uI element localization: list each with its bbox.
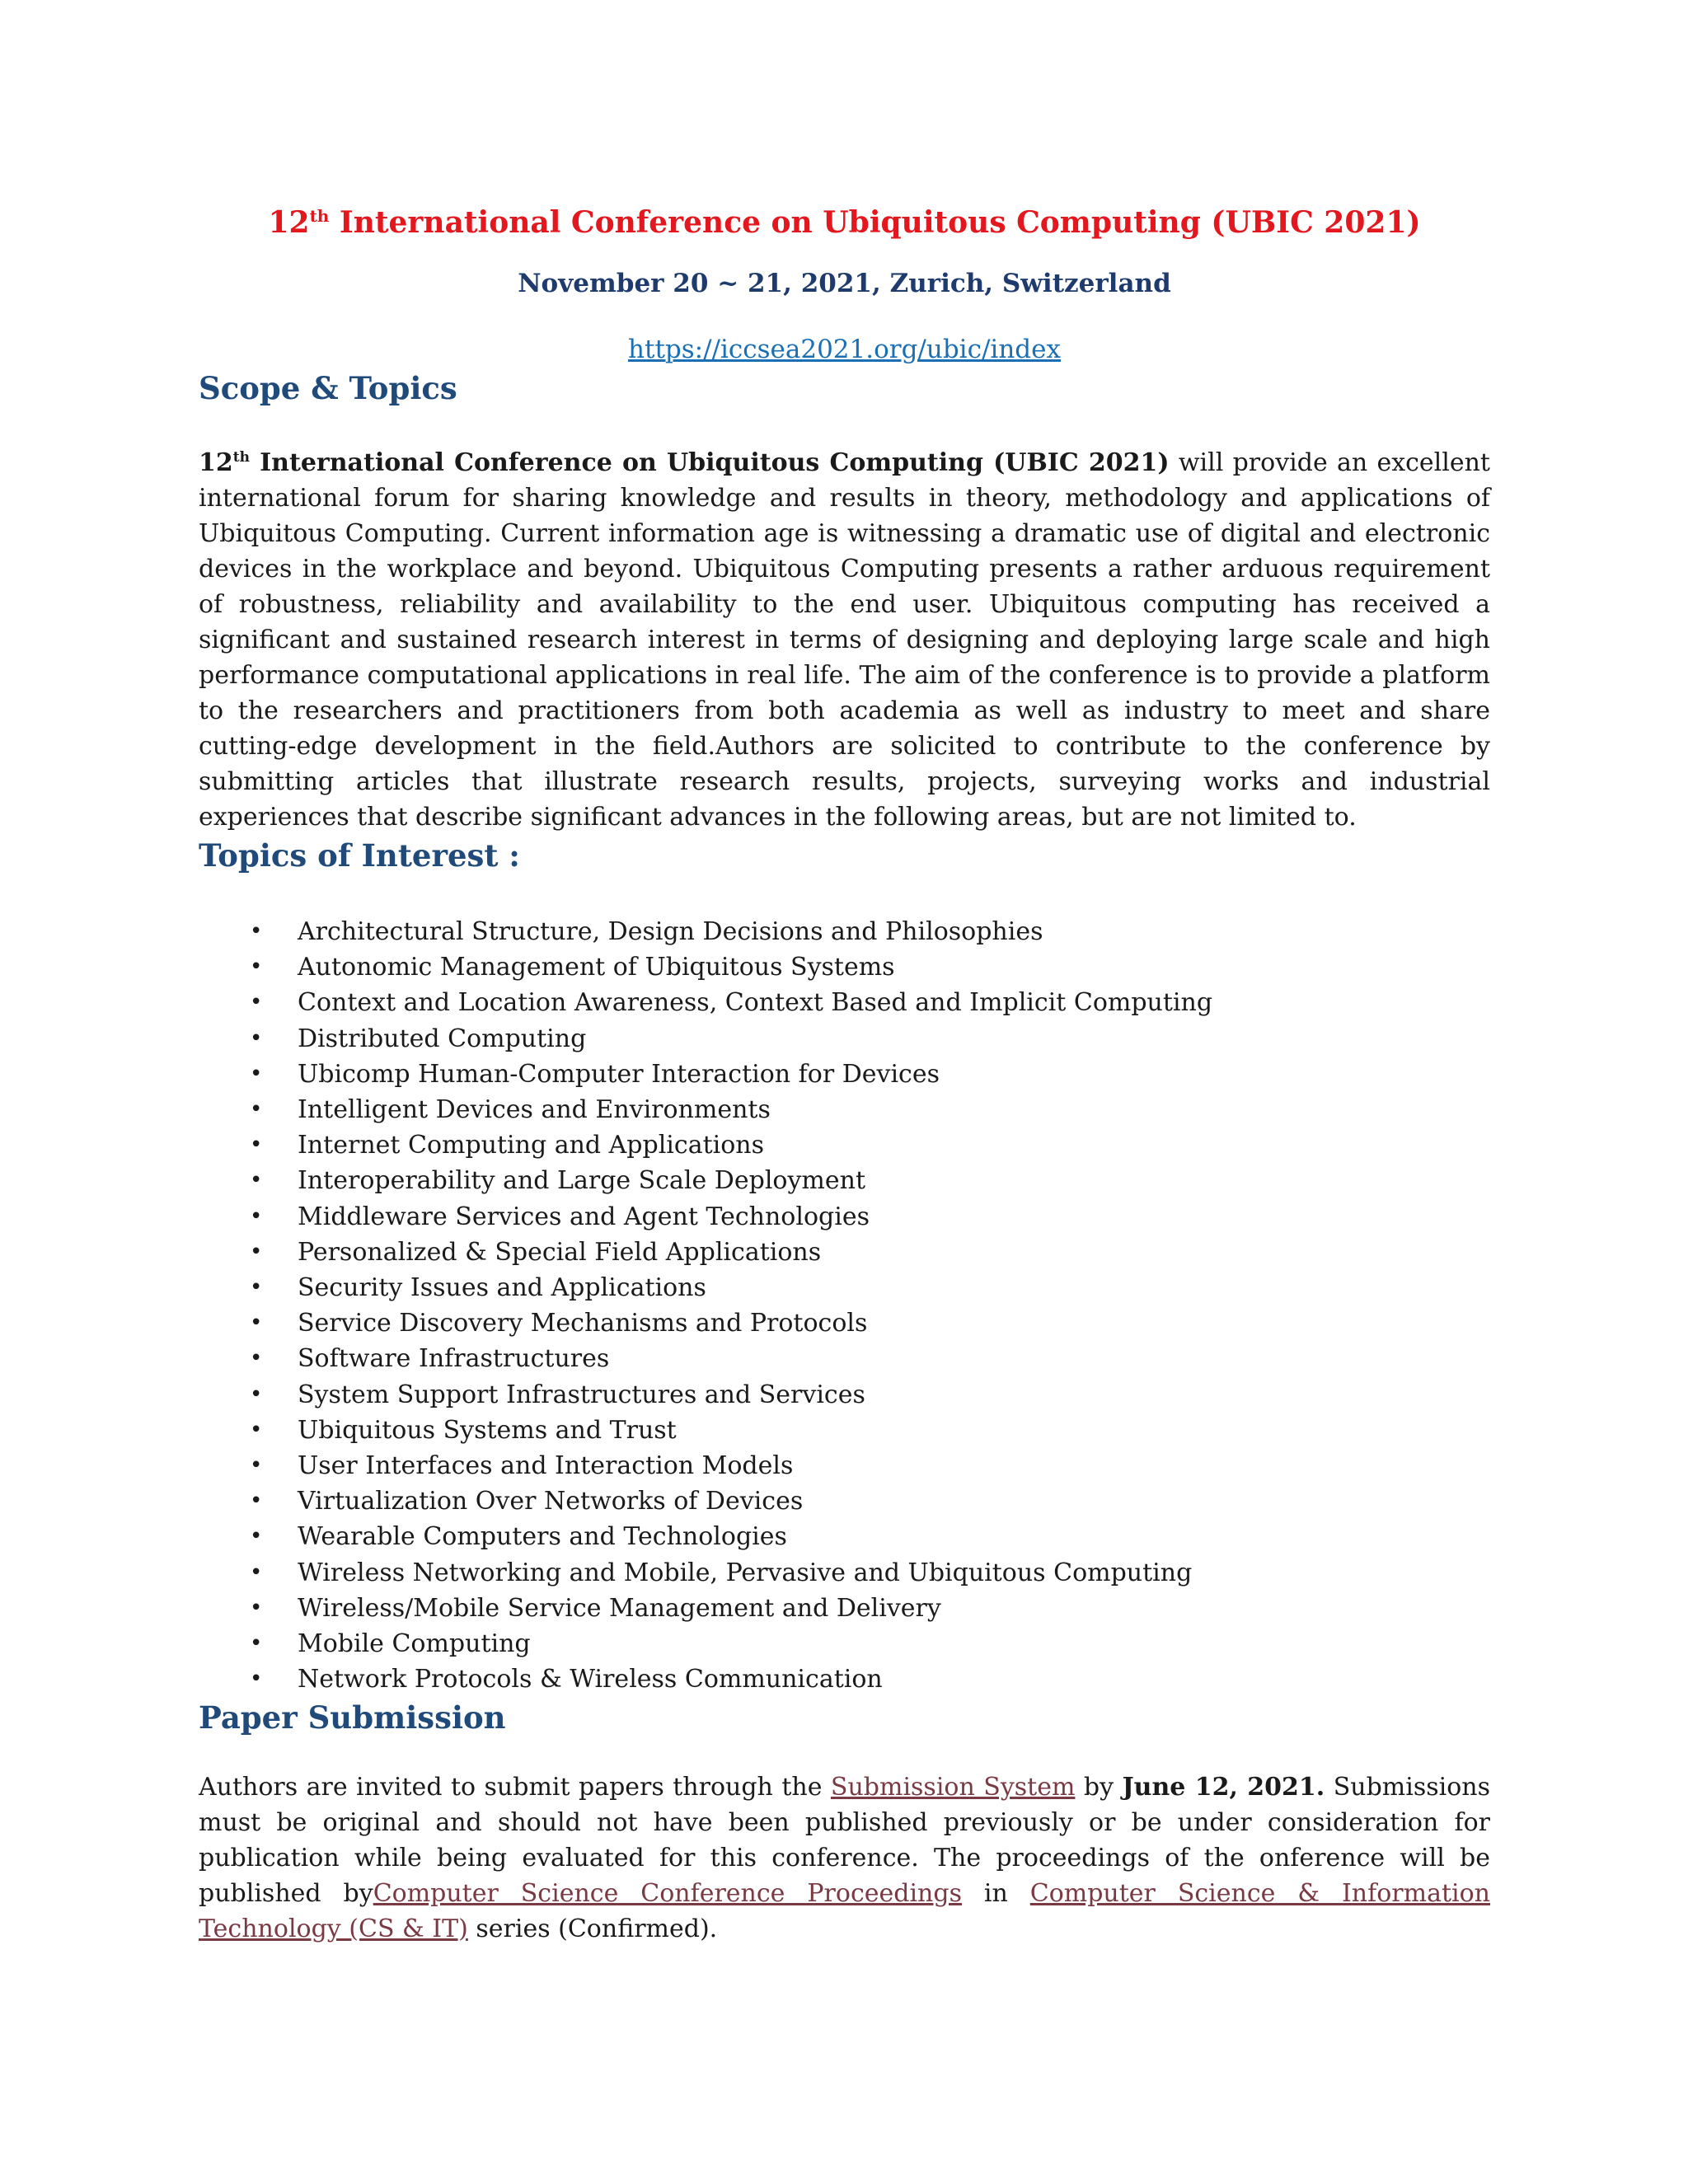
bullet-icon: • xyxy=(250,1310,263,1336)
topic-label: Wireless/Mobile Service Management and Delivery xyxy=(298,1593,941,1623)
topic-item xyxy=(199,1021,1490,1057)
bullet-icon: • xyxy=(250,1524,263,1549)
topic-label: Software Infrastructures xyxy=(298,1344,610,1374)
conference-date-location: November 20 ~ 21, 2021, Zurich, Switzerland xyxy=(518,269,1171,298)
conference-title xyxy=(199,198,1490,247)
bullet-icon: • xyxy=(250,1239,263,1264)
topic-item xyxy=(199,914,1490,949)
topic-label: Ubiquitous Systems and Trust xyxy=(298,1415,677,1445)
conference-url-link[interactable]: https://iccsea2021.org/ubic/index xyxy=(628,335,1061,364)
topic-item xyxy=(199,1235,1490,1270)
scope-ordinal-suffix: th xyxy=(232,449,250,466)
submission-text-1: Authors are invited to submit papers through the xyxy=(199,1773,831,1802)
topic-item xyxy=(199,1555,1490,1591)
topic-label: Intelligent Devices and Environments xyxy=(298,1095,771,1125)
topic-item xyxy=(199,1626,1490,1661)
topic-label: Internet Computing and Applications xyxy=(298,1131,765,1160)
topic-label: Wireless Networking and Mobile, Pervasive and Ubiquitous Computing xyxy=(298,1558,1193,1587)
scope-conference-name xyxy=(199,448,1170,477)
scope-topics-heading: Scope & Topics xyxy=(199,370,457,406)
bullet-icon: • xyxy=(250,990,263,1015)
bullet-icon: • xyxy=(250,1488,263,1514)
topics-list xyxy=(199,914,1490,1697)
topic-item xyxy=(199,985,1490,1020)
topic-item xyxy=(199,1483,1490,1519)
topic-item xyxy=(199,1199,1490,1235)
bullet-icon: • xyxy=(250,1666,263,1692)
series-link[interactable]: Computer Science & Information Technology (CS & IT) xyxy=(199,1879,1490,1944)
scope-paragraph xyxy=(199,445,1490,835)
topic-label: Network Protocols & Wireless Communication xyxy=(298,1665,883,1694)
topic-item xyxy=(199,1341,1490,1376)
conference-url-line xyxy=(199,331,1490,368)
topics-of-interest-heading: Topics of Interest : xyxy=(199,837,520,874)
title-ordinal-suffix: th xyxy=(309,206,330,226)
bullet-icon: • xyxy=(250,1631,263,1657)
topic-label: Personalized & Special Field Applications xyxy=(298,1237,822,1267)
bullet-icon: • xyxy=(250,1453,263,1479)
document-page xyxy=(199,198,1490,1947)
submission-system-link[interactable]: Submission System xyxy=(830,1773,1076,1802)
submission-deadline: June 12, 2021. xyxy=(1122,1773,1325,1802)
topic-label: Architectural Structure, Design Decisions and Philosophies xyxy=(298,917,1043,946)
bullet-icon: • xyxy=(250,1559,263,1585)
topic-label: Security Issues and Applications xyxy=(298,1273,706,1303)
topic-item xyxy=(199,1057,1490,1092)
scope-ordinal: 12 xyxy=(199,448,233,477)
submission-text-4: in xyxy=(961,1879,1030,1909)
paper-submission-heading: Paper Submission xyxy=(199,1699,506,1736)
scope-body-text: will provide an excellent international forum for sharing knowledge and results in theory, methodology and applications of Ubiquitous Computing. Current information age is witnessing a dramatic use of digital and electronic devices in the workplace and beyond. Ubiquitous Computing presents a rather arduous requirement of robustness, reliability and availability to the end user. Ubiquitous computing has received a significant and sustained research interest in terms of designing and deploying large scale and high performance computational applications in real life. The aim of the conference is to provide a platform to the researchers and practitioners from both academia as well as industry to meet and share cutting-edge development in the field.Authors are solicited to contribute to the conference by submitting articles that illustrate research results, projects, surveying works and industrial experiences that describe significant advances in the following areas, but are not limited to. xyxy=(199,448,1490,832)
topic-label: Interoperability and Large Scale Deployment xyxy=(298,1166,866,1196)
bullet-icon: • xyxy=(250,1168,263,1193)
topic-item xyxy=(199,1413,1490,1448)
bullet-icon: • xyxy=(250,1595,263,1620)
topic-label: User Interfaces and Interaction Models xyxy=(298,1451,794,1481)
topic-item xyxy=(199,1519,1490,1554)
bullet-icon: • xyxy=(250,954,263,980)
bullet-icon: • xyxy=(250,1097,263,1122)
topic-item xyxy=(199,1591,1490,1626)
topic-label: Context and Location Awareness, Context Based and Implicit Computing xyxy=(298,988,1213,1018)
proceedings-link[interactable]: Computer Science Conference Proceedings xyxy=(373,1879,962,1909)
topic-label: Virtualization Over Networks of Devices xyxy=(298,1487,804,1516)
topic-item xyxy=(199,1127,1490,1163)
bullet-icon: • xyxy=(250,1381,263,1407)
submission-paragraph xyxy=(199,1769,1490,1947)
submission-text-5: series (Confirmed). xyxy=(467,1915,718,1944)
topic-item xyxy=(199,1163,1490,1198)
topic-label: Wearable Computers and Technologies xyxy=(298,1522,787,1552)
topic-label: System Support Infrastructures and Services xyxy=(298,1380,865,1409)
topic-label: Service Discovery Mechanisms and Protocols xyxy=(298,1309,868,1338)
topic-item xyxy=(199,1661,1490,1697)
title-ordinal: 12 xyxy=(268,205,310,240)
bullet-icon: • xyxy=(250,1346,263,1371)
bullet-icon: • xyxy=(250,1417,263,1442)
topic-label: Distributed Computing xyxy=(298,1024,587,1053)
title-text: International Conference on Ubiquitous Computing (UBIC 2021) xyxy=(329,205,1421,240)
bullet-icon: • xyxy=(250,1132,263,1158)
topic-item xyxy=(199,949,1490,985)
topic-item xyxy=(199,1377,1490,1413)
scope-name-text: International Conference on Ubiquitous Computing (UBIC 2021) xyxy=(249,448,1170,477)
bullet-icon: • xyxy=(250,1203,263,1229)
topic-label: Middleware Services and Agent Technologies xyxy=(298,1202,870,1231)
topic-label: Mobile Computing xyxy=(298,1629,531,1659)
bullet-icon: • xyxy=(250,1025,263,1051)
topic-label: Ubicomp Human-Computer Interaction for Devices xyxy=(298,1059,940,1089)
topic-item xyxy=(199,1305,1490,1341)
topic-label: Autonomic Management of Ubiquitous Systems xyxy=(298,953,895,982)
bullet-icon: • xyxy=(250,919,263,944)
submission-text-3: Submissions must be original and should not have been published previously or be under consideration for publication while being evaluated for this conference. The proceedings of the onference will be published by xyxy=(199,1773,1490,1909)
topic-item xyxy=(199,1448,1490,1483)
bullet-icon: • xyxy=(250,1275,263,1301)
submission-text-2: by xyxy=(1075,1773,1123,1802)
topic-item xyxy=(199,1092,1490,1127)
bullet-icon: • xyxy=(250,1061,263,1086)
topic-item xyxy=(199,1270,1490,1305)
